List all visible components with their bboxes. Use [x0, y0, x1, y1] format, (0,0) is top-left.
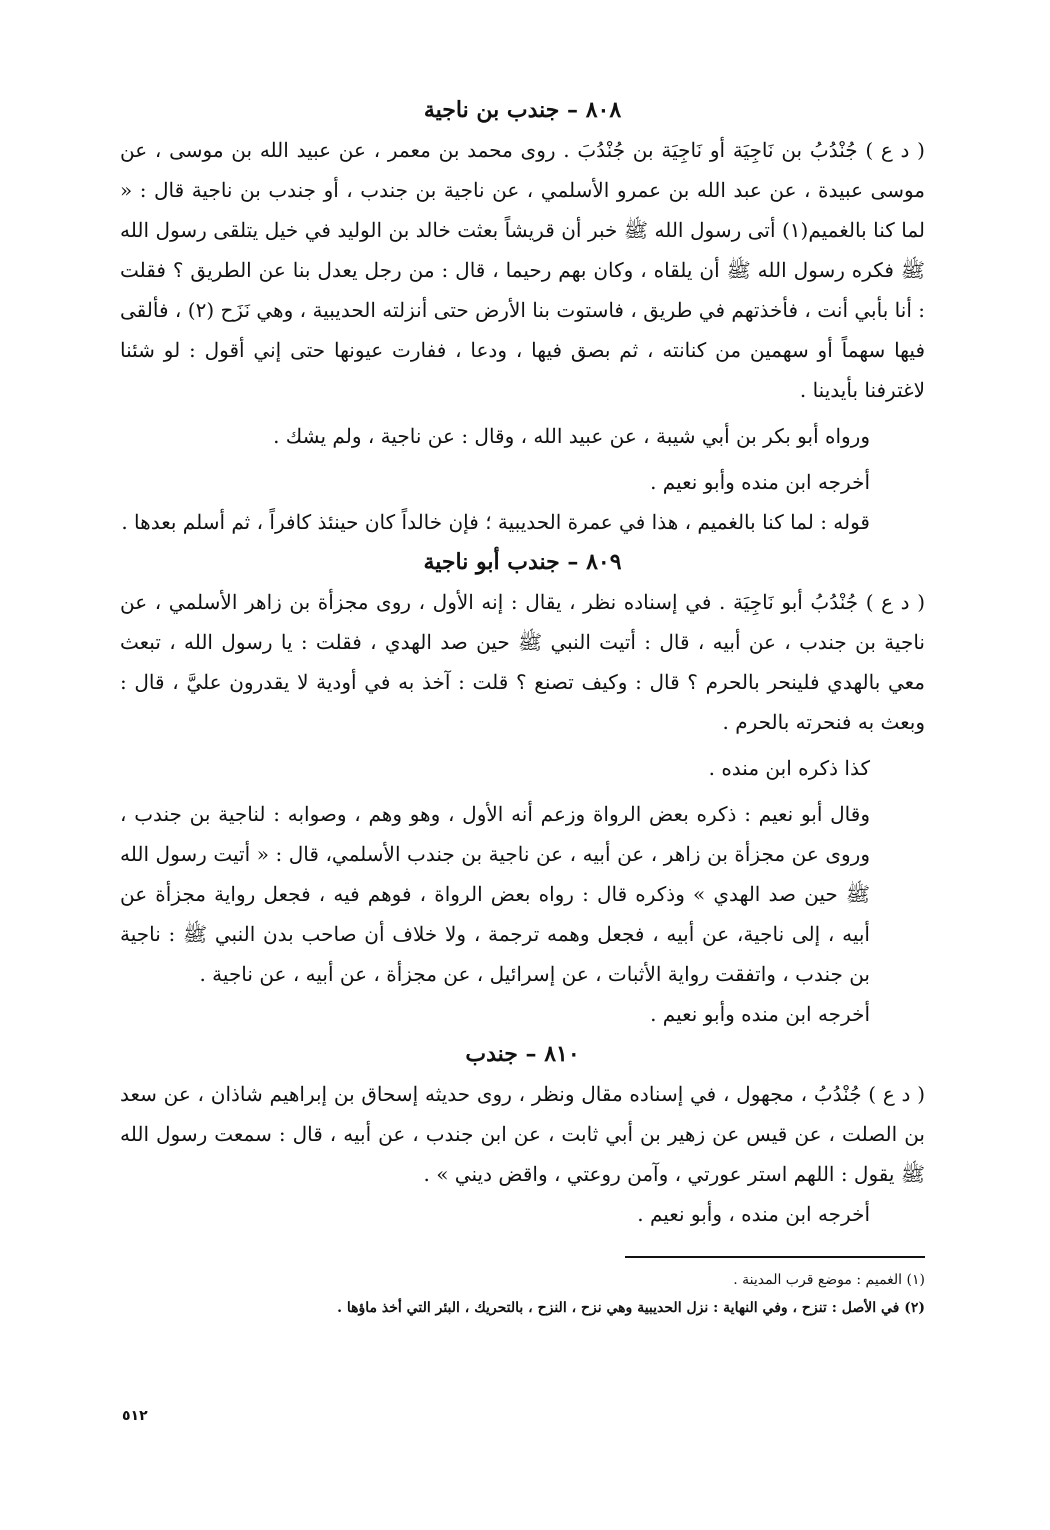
entry-809-paragraph-4: أخرجه ابن منده وأبو نعيم .: [650, 1002, 870, 1026]
entry-810-heading: ٨١٠ – جندب: [465, 1041, 580, 1067]
entry-809-heading: ٨٠٩ – جندب أبو ناجية: [423, 549, 622, 575]
footnote-1: (١) الغميم : موضع قرب المدينة .: [733, 1272, 925, 1288]
entry-808-heading: ٨٠٨ – جندب بن ناجية: [423, 97, 622, 123]
entry-809-paragraph-2: كذا ذكره ابن منده .: [708, 756, 870, 780]
entry-809-paragraph-3: وقال أبو نعيم : ذكره بعض الرواة وزعم أنه الأول ، وهو وهم ، وصوابه : لناجية بن جندب ، وروى عن مجزأة بن زاهر ، عن أبيه ، عن ناجية بن جندب الأسلمي، قال : « أتيت رسول الله ﷺ حين صد الهدي » وذكره قال : رواه بعض الرواة ، فوهم فيه ، فجعل رواية مجزأة عن أبيه ، إلى ناجية، عن أبيه ، فجعل وهمه ترجمة ، ولا خلاف أن صاحب بدن النبي ﷺ : ناجية بن جندب ، واتفقت رواية الأثبات ، عن إسرائيل ، عن مجزأة ، عن أبيه ، عن ناجية .: [120, 802, 870, 986]
entry-808-paragraph-2: ورواه أبو بكر بن أبي شيبة ، عن عبيد الله ، وقال : عن ناجية ، ولم يشك .: [273, 424, 870, 448]
entry-808-paragraph-3: أخرجه ابن منده وأبو نعيم .: [650, 470, 870, 494]
entry-810-paragraph-2: أخرجه ابن منده ، وأبو نعيم .: [637, 1202, 870, 1226]
footnote-2: (٢) في الأصل : تنزح ، وفي النهاية : نزل الحديبية وهي نزح ، النزح ، بالتحريك ، البئر التي أخذ ماؤها .: [337, 1300, 925, 1316]
entry-810-body: ( د ع ) جُنْدُبُ ، مجهول ، في إسناده مقال ونظر ، روى حديثه إسحاق بن إبراهيم شاذان ، عن سعد بن الصلت ، عن قيس عن زهير بن أبي ثابت ، عن ابن جندب ، عن أبيه ، قال : سمعت رسول الله ﷺ يقول : اللهم استر عورتي ، وآمن روعتي ، واقض ديني » .: [120, 1082, 925, 1186]
entry-808-body: ( د ع ) جُنْدُبُ بن نَاجِيَة أو نَاجِيَة بن جُنْدُبَ . روى محمد بن معمر ، عن عبيد الله بن موسى ، عن موسى عبيدة ، عن عبد الله بن عمرو الأسلمي ، عن ناجية بن جندب ، أو جندب بن ناجية قال : « لما كنا بالغميم(١) أتى رسول الله ﷺ خبر أن قريشاً بعثت خالد بن الوليد في خيل يتلقى رسول الله ﷺ فكره رسول الله ﷺ أن يلقاه ، وكان بهم رحيما ، قال : من رجل يعدل بنا عن الطريق ؟ فقلت : أنا بأبي أنت ، فأخذتهم في طريق ، فاستوت بنا الأرض حتى أنزلته الحديبية ، وهي نَزَح (٢) ، فألقى فيها سهماً أو سهمين من كنانته ، ثم بصق فيها ، ودعا ، ففارت عيونها حتى إني أقول : لو شئنا لاغترفنا بأيدينا .: [120, 138, 925, 402]
page-number: ٥١٢: [122, 1408, 148, 1424]
footnote-divider: [625, 1256, 925, 1258]
entry-809-body: ( د ع ) جُنْدُبُ أبو نَاجِيَة . في إسناده نظر ، يقال : إنه الأول ، روى مجزأة بن زاهر الأسلمي ، عن ناجية بن جندب ، عن أبيه ، قال : أتيت النبي ﷺ حين صد الهدي ، فقلت : يا رسول الله ، تبعث معي بالهدي فلينحر بالحرم ؟ قال : وكيف تصنع ؟ قلت : آخذ به في أودية لا يقدرون عليَّ ، قال : وبعث به فنحرته بالحرم .: [120, 590, 925, 734]
page-content: [120, 90, 925, 1322]
entry-808-paragraph-4: قوله : لما كنا بالغميم ، هذا في عمرة الحديبية ؛ فإن خالداً كان حينئذ كافراً ، ثم أسلم بعدها .: [121, 510, 870, 534]
